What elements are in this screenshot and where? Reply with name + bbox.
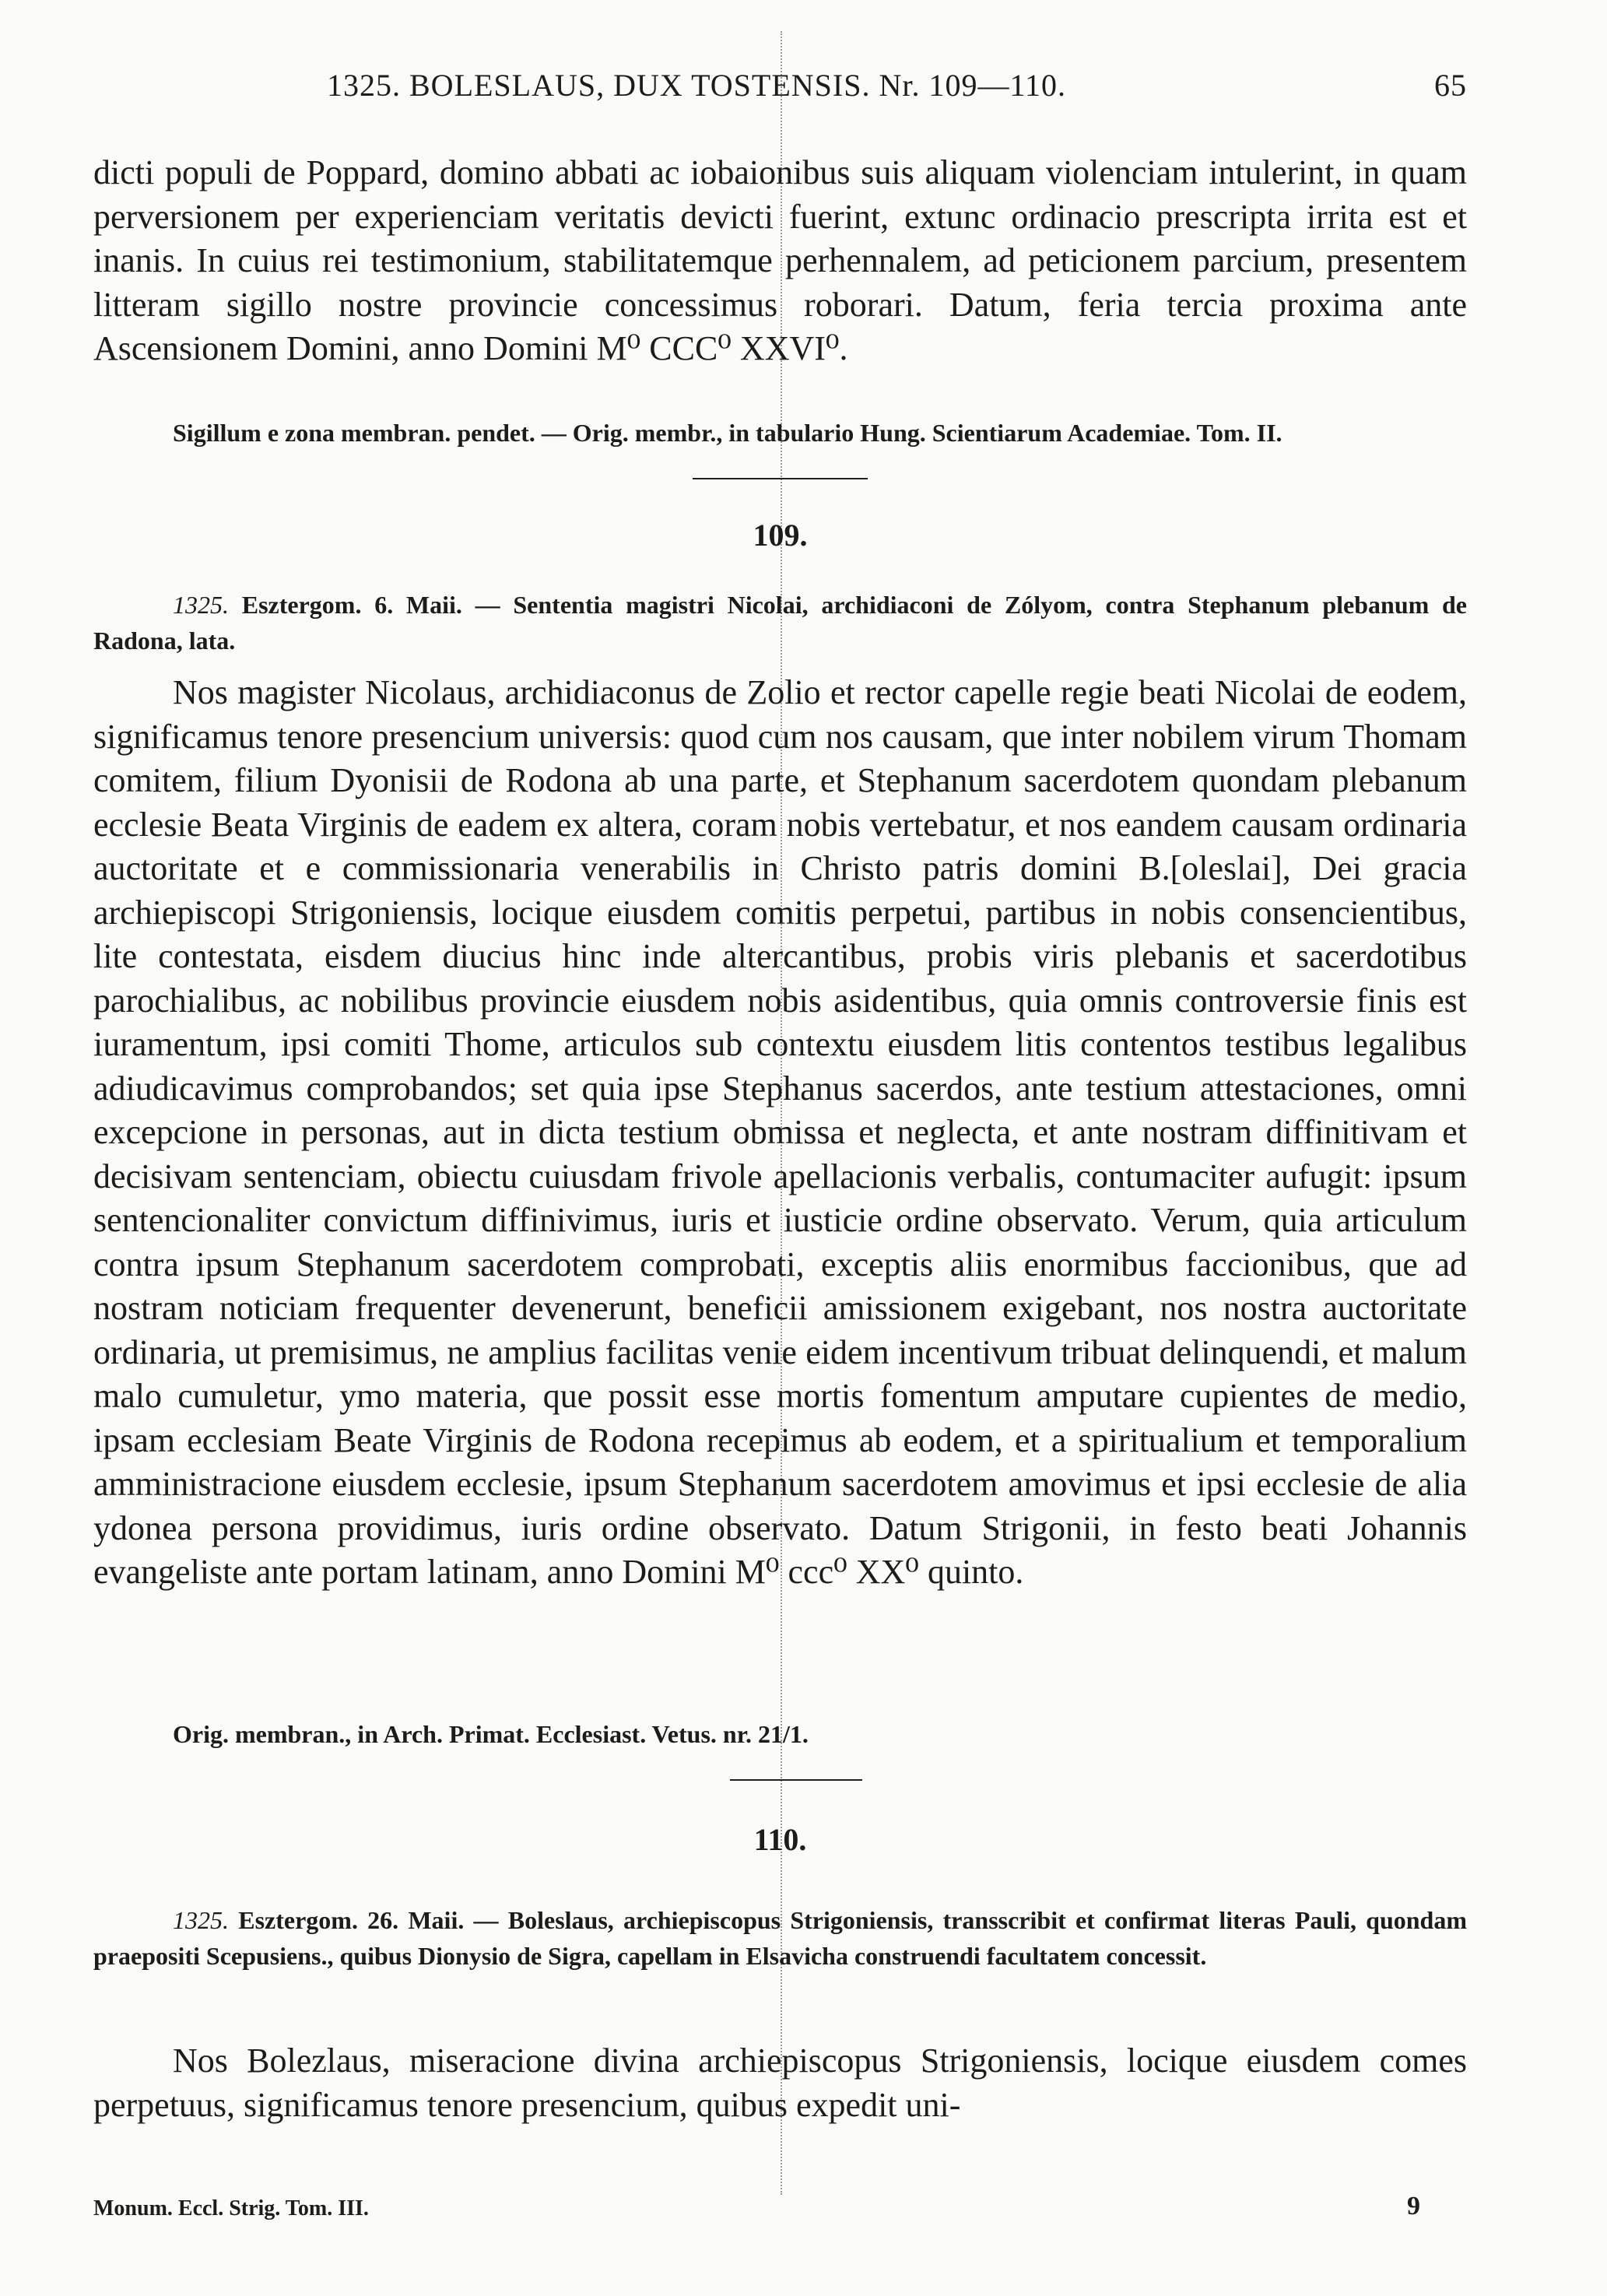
- section-divider-2: [730, 1779, 862, 1781]
- section-divider: [693, 478, 868, 479]
- running-title: 1325. BOLESLAUS, DUX TOSTENSIS. Nr. 109—110.: [327, 68, 1066, 103]
- page-number: 65: [1434, 68, 1467, 103]
- doc109-summary-text: Esztergom. 6. Maii. — Sententia magistri Nicolai, archidiaconi de Zólyom, contra Stephanum plebanum de Radona, lata.: [93, 591, 1467, 655]
- footer-signature: Monum. Eccl. Strig. Tom. III.: [93, 2196, 369, 2221]
- doc110-summary-text: Esztergom. 26. Maii. — Boleslaus, archiepiscopus Strigoniensis, transscribit et confirmat literas Pauli, quondam praepositi Scepusiens., quibus Dionysio de Sigra, capellam in Elsavicha construendi facultatem concessit.: [93, 1906, 1468, 1970]
- doc109-date: 1325.: [173, 591, 229, 619]
- doc110-date: 1325.: [173, 1906, 229, 1934]
- doc110-summary: [93, 1902, 1467, 1974]
- document-number-110: 110.: [753, 1822, 807, 1857]
- doc110-text: Nos Bolezlaus, miseracione divina archiepiscopus Strigoniensis, locique eiusdem comes perpetuus, significamus tenore presencium, quibus expedit uni-: [93, 2041, 1467, 2124]
- continuation-text: dicti populi de Poppard, domino abbati ac iobaionibus suis aliquam violenciam intulerint, in quam perversionem per experienciam veritatis devicti fuerint, extunc ordinacio prescripta irrita est et inanis. In cuius rei testimonium, stabilitatemque perhennalem, ad peticionem parcium, presentem litteram sigillo nostre provincie concessimus roborari. Datum, feria tercia proxima ante Ascensionem Domini, anno Domini M⁰ CCC⁰ XXVI⁰.: [93, 153, 1467, 367]
- doc109-source-note: Orig. membran., in Arch. Primat. Ecclesiast. Vetus. nr. 21/1.: [173, 1720, 809, 1748]
- continuation-source-note: Sigillum e zona membran. pendet. — Orig. membr., in tabulario Hung. Scientiarum Academiae. Tom. II.: [173, 419, 1282, 447]
- document-number-109: 109.: [753, 518, 808, 553]
- running-header: [93, 64, 1467, 111]
- doc109-text: Nos magister Nicolaus, archidiaconus de Zolio et rector capelle regie beati Nicolai de eodem, significamus tenore presencium universis: quod cum nos causam, que inter nobilem virum Thomam comitem, filium Dyonisii de Rodona ab una parte, et Stephanum sacerdotem quondam plebanum ecclesie Beata Virginis de eadem ex altera, coram nobis vertebatur, et nos eandem causam ordinaria auctoritate et e commissionaria venerabilis in Christo patris domini B.[oleslai], Dei gracia archiepiscopi Strigoniensis, locique eiusdem comitis perpetui, partibus in nobis consencientibus, lite contestata, eisdem diucius hinc inde altercantibus, probis viris plebanis et sacerdotibus parochialibus, ac nobilibus provincie eiusdem nobis asidentibus, quia omnis controversie finis est iuramentum, ipsi comiti Thome, articulos sub contextu eiusdem litis contentos testibus legalibus adiudicavimus comprobandos; set quia ipse Stephanus sacerdos, ante testium attestaciones, omni excepcione in personas, aut in dicta testium obmissa et neglecta, et ante nostram diffinitivam et decisivam sentenciam, obiectu cuiusdam frivole apellacionis verbalis, contumaciter aufugit: ipsum sentencionaliter convictum diffinivimus, iuris et iusticie ordine observato. Verum, quia articulum contra ipsum Stephanum sacerdotem comprobati, exceptis aliis enormibus faccionibus, que ad nostram noticiam frequenter devenerunt, beneficii amissionem exigebant, nos nostra auctoritate ordinaria, ut premisimus, ne amplius facilitas venie eidem incentivum tribuat delinquendi, et malum malo cumuletur, ymo materia, que possit esse mortis fomentum amputare cupientes de medio, ipsam ecclesiam Beate Virginis de Rodona recepimus ab eodem, et a spiritualium et temporalium amministracione eiusdem ecclesie, ipsum Stephanum sacerdotem amovimus et ipsi ecclesie de alia ydonea persona providimus, iuris ordine observato. Datum Strigonii, in festo beati Johannis evangeliste ante portam latinam, anno Domini M⁰ ccc⁰ XX⁰ quinto.: [93, 673, 1467, 1591]
- sheet-number: 9: [1407, 2192, 1420, 2221]
- doc109-summary: [93, 587, 1467, 658]
